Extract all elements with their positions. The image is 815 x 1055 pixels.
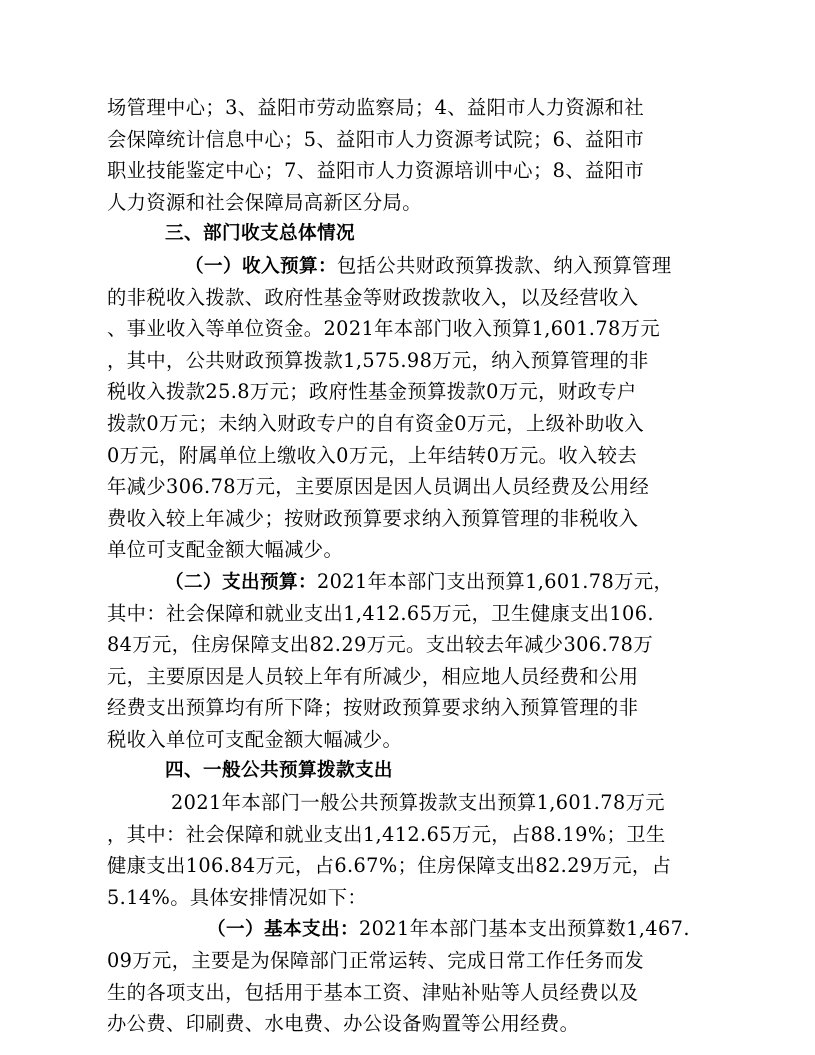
section-heading-4: 四、一般公共预算拨款支出 <box>165 760 393 782</box>
text-line: 元，主要原因是人员较上年有所减少，相应地人员经费和公用 <box>107 664 639 688</box>
basic-expense-label: （一）基本支出： <box>207 919 359 941</box>
text-line: 的非税收入拨款、政府性基金等财政拨款收入，以及经营收入 <box>107 285 639 309</box>
document-page <box>107 92 707 1040</box>
text-line: 会保障统计信息中心；5、益阳市人力资源考试院；6、益阳市 <box>107 127 645 151</box>
text-line: 2021年本部门一般公共预算拨款支出预算1,601.78万元 <box>171 791 665 815</box>
expense-budget-paragraph <box>107 566 707 756</box>
text-line: 职业技能鉴定中心；7、益阳市人力资源培训中心；8、益阳市 <box>107 159 645 183</box>
intro-paragraph <box>107 92 707 218</box>
text-line: 费收入较上年减少；按财政预算要求纳入预算管理的非税收入 <box>107 506 639 530</box>
income-budget-label: （一）收入预算： <box>185 255 337 277</box>
section-heading-3: 三、部门收支总体情况 <box>165 223 355 245</box>
expense-budget-first-text: 2021年本部门支出预算1,601.78万元， <box>316 569 674 593</box>
expense-budget-label: （二）支出预算： <box>165 571 317 593</box>
text-line: 09万元，主要是为保障部门正常运转、完成日常工作任务而发 <box>107 949 645 973</box>
text-line: 其中：社会保障和就业支出1,412.65万元，卫生健康支出106. <box>107 601 654 625</box>
text-line: ，其中：社会保障和就业支出1,412.65万元，占88.19%；卫生 <box>107 822 666 846</box>
text-line: 生的各项支出，包括用于基本工资、津贴补贴等人员经费以及 <box>107 980 639 1004</box>
text-line: 5.14%。具体安排情况如下： <box>107 885 368 909</box>
text-line: ，其中，公共财政预算拨款1,575.98万元，纳入预算管理的非 <box>107 348 649 372</box>
general-budget-paragraph <box>107 787 707 913</box>
text-line: 、事业收入等单位资金。2021年本部门收入预算1,601.78万元 <box>107 317 661 341</box>
text-line: 税收入单位可支配金额大幅减少。 <box>107 727 403 751</box>
basic-expense-paragraph <box>107 913 707 1039</box>
basic-expense-first-text: 2021年本部门基本支出预算数1,467. <box>358 917 690 941</box>
text-line <box>107 913 707 945</box>
text-line: 人力资源和社会保障局高新区分局。 <box>107 190 422 214</box>
text-line: 场管理中心；3、益阳市劳动监察局；4、益阳市人力资源和社 <box>107 96 645 119</box>
text-line <box>107 566 707 598</box>
text-line: 84万元，住房保障支出82.29万元。支出较去年减少306.78万 <box>107 633 654 657</box>
text-line: 0万元，附属单位上缴收入0万元，上年结转0万元。收入较去 <box>107 443 638 467</box>
text-line: 经费支出预算均有所下降；按财政预算要求纳入预算管理的非 <box>107 696 639 720</box>
income-budget-first-text: 包括公共财政预算拨款、纳入预算管理 <box>336 253 672 277</box>
text-line <box>107 250 707 282</box>
text-line: 拨款0万元；未纳入财政专户的自有资金0万元，上级补助收入 <box>107 411 645 435</box>
income-budget-paragraph <box>107 250 707 566</box>
text-line: 健康支出106.84万元，占6.67%；住房保障支出82.29万元，占 <box>107 854 672 878</box>
text-line: 税收入拨款25.8万元；政府性基金预算拨款0万元，财政专户 <box>107 380 637 404</box>
text-line: 办公费、印刷费、水电费、办公设备购置等公用经费。 <box>107 1012 580 1036</box>
text-line: 单位可支配金额大幅减少。 <box>107 538 344 562</box>
text-line: 年减少306.78万元，主要原因是因人员调出人员经费及公用经 <box>107 475 650 499</box>
